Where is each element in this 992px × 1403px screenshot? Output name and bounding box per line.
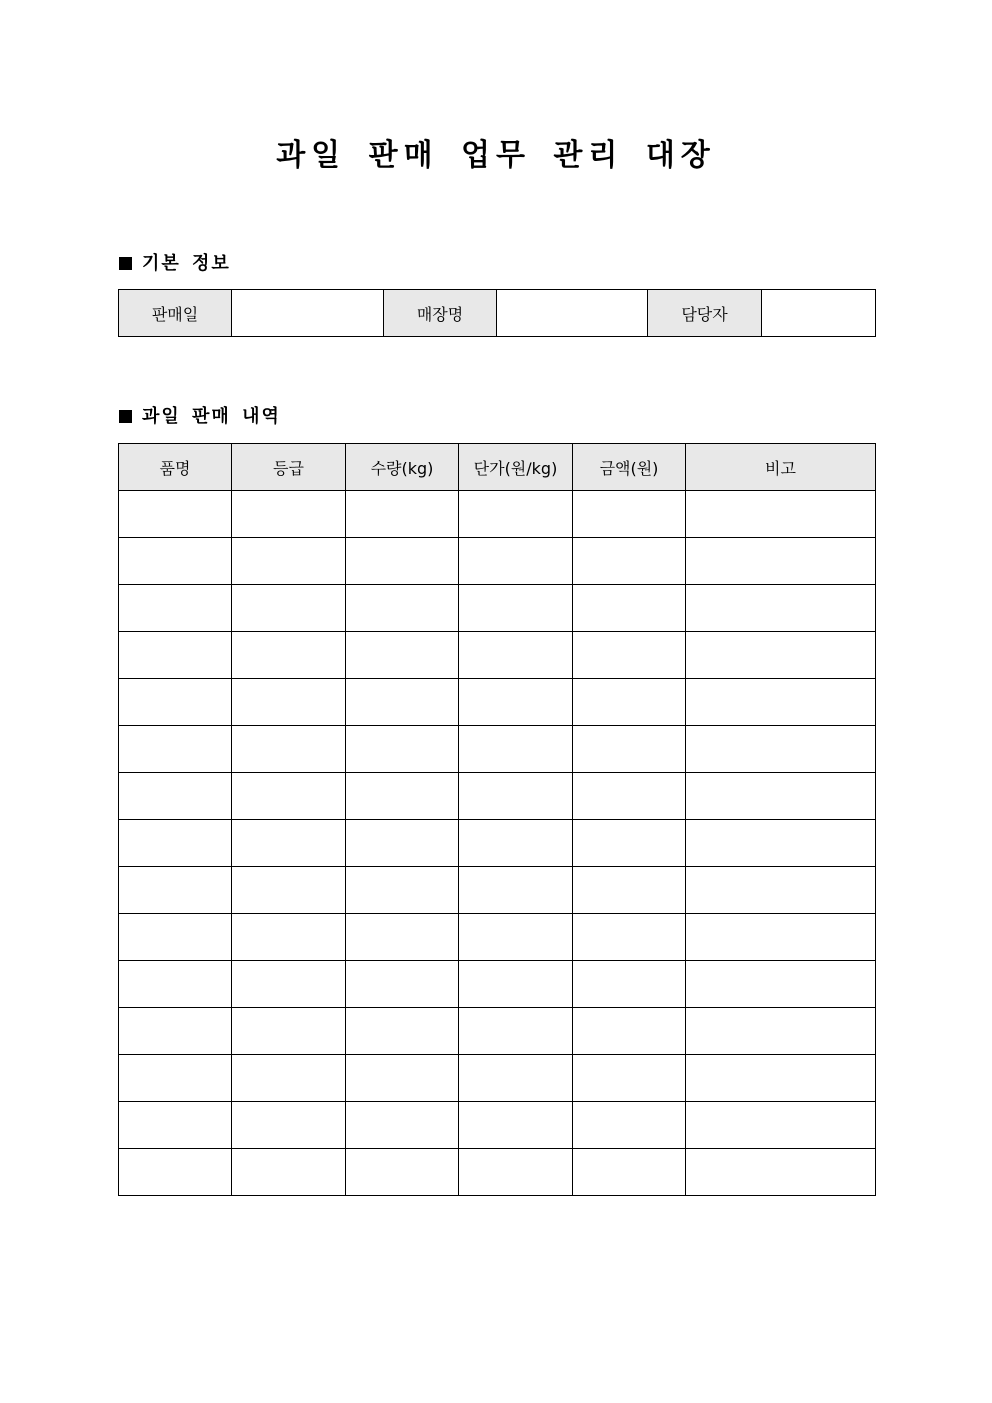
square-bullet-icon [119, 257, 132, 270]
column-header-remarks: 비고 [686, 444, 876, 491]
cell-amount[interactable] [573, 632, 686, 679]
page-title: 과일 판매 업무 관리 대장 [276, 138, 716, 173]
cell-amount[interactable] [573, 491, 686, 538]
cell-amount[interactable] [573, 914, 686, 961]
cell-quantity[interactable] [346, 820, 459, 867]
cell-grade[interactable] [232, 1008, 346, 1055]
cell-grade[interactable] [232, 773, 346, 820]
cell-grade[interactable] [232, 491, 346, 538]
cell-quantity[interactable] [346, 632, 459, 679]
cell-amount[interactable] [573, 726, 686, 773]
square-bullet-icon [119, 410, 132, 423]
column-header-amount: 금액(원) [573, 444, 686, 491]
cell-unit-price[interactable] [459, 585, 573, 632]
cell-remarks[interactable] [686, 914, 876, 961]
cell-amount[interactable] [573, 961, 686, 1008]
section-heading-label: 기본 정보 [142, 253, 231, 274]
basic-info-row [119, 290, 876, 337]
cell-remarks[interactable] [686, 773, 876, 820]
section-heading-label: 과일 판매 내역 [142, 406, 281, 427]
cell-grade[interactable] [232, 820, 346, 867]
sales-table-body [119, 491, 876, 1196]
manager-field[interactable] [762, 290, 876, 337]
cell-item[interactable] [119, 1008, 232, 1055]
cell-item[interactable] [119, 867, 232, 914]
cell-item[interactable] [119, 820, 232, 867]
cell-unit-price[interactable] [459, 773, 573, 820]
cell-quantity[interactable] [346, 961, 459, 1008]
cell-amount[interactable] [573, 1102, 686, 1149]
cell-unit-price[interactable] [459, 1055, 573, 1102]
cell-quantity[interactable] [346, 867, 459, 914]
cell-quantity[interactable] [346, 679, 459, 726]
section-heading-sales [119, 405, 281, 429]
cell-amount[interactable] [573, 1149, 686, 1196]
section-heading-basic-info [119, 252, 231, 276]
cell-unit-price[interactable] [459, 961, 573, 1008]
cell-quantity[interactable] [346, 1102, 459, 1149]
sales-table [118, 443, 876, 1196]
cell-remarks[interactable] [686, 538, 876, 585]
table-row [119, 491, 876, 538]
table-row [119, 773, 876, 820]
cell-item[interactable] [119, 1055, 232, 1102]
cell-grade[interactable] [232, 585, 346, 632]
table-row [119, 867, 876, 914]
manager-label: 담당자 [648, 290, 762, 337]
table-row [119, 1055, 876, 1102]
table-row [119, 585, 876, 632]
cell-grade[interactable] [232, 632, 346, 679]
cell-quantity[interactable] [346, 1149, 459, 1196]
cell-amount[interactable] [573, 585, 686, 632]
table-row [119, 1102, 876, 1149]
cell-unit-price[interactable] [459, 820, 573, 867]
cell-amount[interactable] [573, 538, 686, 585]
cell-remarks[interactable] [686, 1149, 876, 1196]
cell-quantity[interactable] [346, 1008, 459, 1055]
cell-item[interactable] [119, 538, 232, 585]
cell-unit-price[interactable] [459, 632, 573, 679]
cell-unit-price[interactable] [459, 914, 573, 961]
table-row [119, 1008, 876, 1055]
cell-amount[interactable] [573, 679, 686, 726]
cell-item[interactable] [119, 726, 232, 773]
cell-item[interactable] [119, 491, 232, 538]
cell-item[interactable] [119, 1149, 232, 1196]
cell-quantity[interactable] [346, 726, 459, 773]
cell-item[interactable] [119, 914, 232, 961]
cell-unit-price[interactable] [459, 1008, 573, 1055]
cell-grade[interactable] [232, 726, 346, 773]
table-row [119, 961, 876, 1008]
sale-date-field[interactable] [232, 290, 384, 337]
cell-amount[interactable] [573, 867, 686, 914]
cell-unit-price[interactable] [459, 1102, 573, 1149]
cell-item[interactable] [119, 1102, 232, 1149]
table-row [119, 632, 876, 679]
cell-item[interactable] [119, 773, 232, 820]
cell-item[interactable] [119, 585, 232, 632]
sale-date-label: 판매일 [119, 290, 232, 337]
cell-amount[interactable] [573, 773, 686, 820]
cell-remarks[interactable] [686, 1008, 876, 1055]
table-header-row [119, 444, 876, 491]
cell-remarks[interactable] [686, 585, 876, 632]
cell-remarks[interactable] [686, 867, 876, 914]
cell-remarks[interactable] [686, 491, 876, 538]
table-row [119, 726, 876, 773]
basic-info-table [118, 289, 876, 337]
cell-quantity[interactable] [346, 491, 459, 538]
table-row [119, 679, 876, 726]
column-header-grade: 등급 [232, 444, 346, 491]
cell-grade[interactable] [232, 961, 346, 1008]
table-row [119, 538, 876, 585]
table-row [119, 914, 876, 961]
table-row [119, 1149, 876, 1196]
cell-remarks[interactable] [686, 820, 876, 867]
cell-unit-price[interactable] [459, 867, 573, 914]
cell-grade[interactable] [232, 538, 346, 585]
table-row [119, 820, 876, 867]
cell-item[interactable] [119, 632, 232, 679]
cell-grade[interactable] [232, 1055, 346, 1102]
cell-quantity[interactable] [346, 773, 459, 820]
cell-unit-price[interactable] [459, 726, 573, 773]
column-header-quantity: 수량(kg) [346, 444, 459, 491]
cell-remarks[interactable] [686, 1102, 876, 1149]
cell-quantity[interactable] [346, 1055, 459, 1102]
cell-grade[interactable] [232, 1149, 346, 1196]
cell-unit-price[interactable] [459, 1149, 573, 1196]
cell-amount[interactable] [573, 1008, 686, 1055]
cell-grade[interactable] [232, 1102, 346, 1149]
cell-unit-price[interactable] [459, 679, 573, 726]
cell-grade[interactable] [232, 679, 346, 726]
column-header-item: 품명 [119, 444, 232, 491]
cell-unit-price[interactable] [459, 538, 573, 585]
cell-quantity[interactable] [346, 914, 459, 961]
cell-quantity[interactable] [346, 585, 459, 632]
cell-item[interactable] [119, 961, 232, 1008]
store-name-label: 매장명 [384, 290, 497, 337]
cell-item[interactable] [119, 679, 232, 726]
cell-grade[interactable] [232, 914, 346, 961]
cell-remarks[interactable] [686, 632, 876, 679]
cell-amount[interactable] [573, 1055, 686, 1102]
cell-remarks[interactable] [686, 1055, 876, 1102]
cell-amount[interactable] [573, 820, 686, 867]
cell-remarks[interactable] [686, 679, 876, 726]
cell-quantity[interactable] [346, 538, 459, 585]
cell-grade[interactable] [232, 867, 346, 914]
store-name-field[interactable] [497, 290, 648, 337]
cell-remarks[interactable] [686, 726, 876, 773]
cell-remarks[interactable] [686, 961, 876, 1008]
cell-unit-price[interactable] [459, 491, 573, 538]
column-header-unit-price: 단가(원/kg) [459, 444, 573, 491]
